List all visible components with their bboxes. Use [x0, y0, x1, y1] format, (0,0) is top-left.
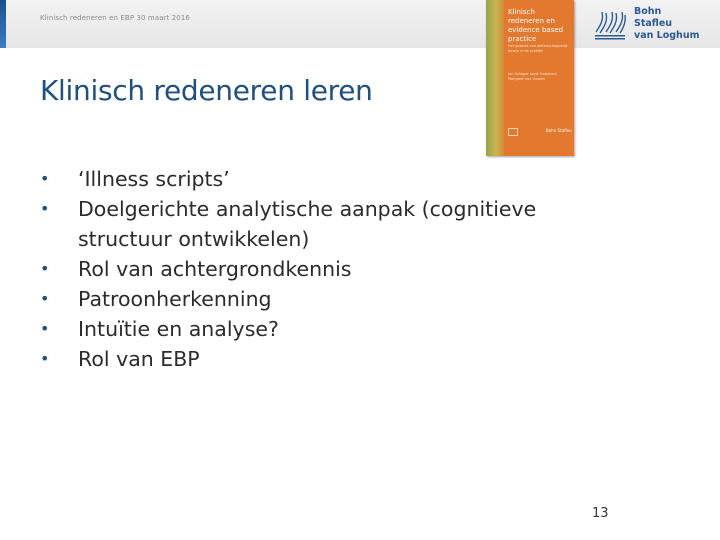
book-cover-image — [486, 0, 574, 156]
book-title: Klinisch redeneren en evidence based practice — [508, 8, 564, 43]
bullet-text: ‘Illness scripts’ — [78, 167, 230, 191]
bullet-text: Rol van achtergrondkennis — [78, 257, 352, 281]
book-subtitle: Het gebruik van wetenschappelijk bewijs in de praktijk — [508, 44, 568, 53]
logo-line-3: van Loghum — [634, 30, 700, 41]
publisher-logo — [592, 4, 720, 44]
logo-text — [634, 6, 699, 42]
bullet-text: Rol van EBP — [78, 347, 200, 371]
book-publisher: Bohn Stafleu — [546, 128, 572, 133]
header-text: Klinisch redeneren en EBP 30 maart 2016 — [40, 14, 190, 22]
bullet-item — [40, 194, 600, 254]
bullet-icon: • — [40, 319, 50, 338]
bullet-icon: • — [40, 349, 50, 368]
bullet-text: Doelgerichte analytische aanpak (cognitieve structuur ontwikkelen) — [78, 197, 537, 251]
book-emblem-icon — [508, 128, 518, 136]
bullet-item — [40, 254, 600, 284]
book-spine — [486, 0, 504, 156]
page-number: 13 — [592, 506, 609, 521]
bullet-icon: • — [40, 169, 50, 188]
bsl-logo-icon — [592, 6, 628, 42]
header-accent-bar — [0, 0, 6, 48]
bullet-item — [40, 284, 600, 314]
book-authors: Jan Schaper Joost Oosterom Margreet van Vuuren — [508, 72, 557, 81]
bullet-item — [40, 314, 600, 344]
bullet-list — [40, 164, 600, 374]
bullet-item — [40, 344, 600, 374]
slide-title: Klinisch redeneren leren — [40, 74, 373, 107]
logo-line-2: Stafleu — [634, 18, 673, 29]
bullet-text: Intuïtie en analyse? — [78, 317, 279, 341]
bullet-icon: • — [40, 199, 50, 218]
bullet-icon: • — [40, 259, 50, 278]
logo-line-1: Bohn — [634, 6, 662, 17]
bullet-item — [40, 164, 600, 194]
bullet-text: Patroonherkenning — [78, 287, 272, 311]
bullet-icon: • — [40, 289, 50, 308]
